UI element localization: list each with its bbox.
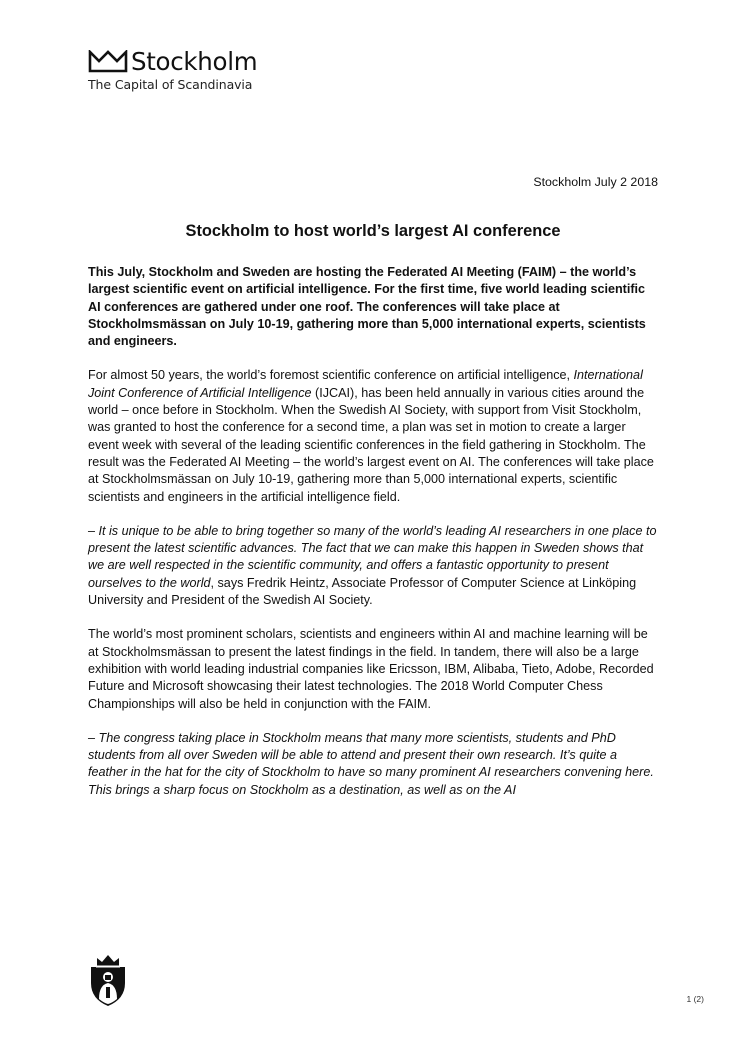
paragraph-exhibition: The world’s most prominent scholars, scientists and engineers within AI and machine learning will be at Stockholmsmässan to present the latest findings in the field. In tandem, there will also be a large exhibition with world leading industrial companies like Ericsson, IBM, Alibaba, Tieto, Adobe, Recorded Future and Microsoft showcasing their latest technologies. The 2018 World Computer Chess Championships will also be held in conjunction with the FAIM. — [88, 627, 654, 711]
logo-row — [88, 48, 257, 76]
paragraph-history — [88, 367, 658, 505]
lead-paragraph: This July, Stockholm and Sweden are hosting the Federated AI Meeting (FAIM) – the world’s largest scientific event on artificial intelligence. For the first time, five world leading scientific AI conferences are gathered under one roof. The conferences will take place at Stockholmsmässan on July 10-19, gathering more than 5,000 international experts, scientists and engineers. — [88, 265, 646, 349]
document-title: Stockholm to host world’s largest AI conference — [185, 222, 561, 240]
conference-name: International Joint Conference of Artificial Intelligence — [88, 368, 643, 400]
crown-icon — [88, 50, 128, 74]
quote-heintz-text: – It is unique to be able to bring together so many of the world’s leading AI researchers in one place to present the latest scientific advances. The fact that we can make this happen in Sweden shows that we are well respected in the scientific community, and offers a fantastic opportunity to present ourselves to the world — [88, 523, 657, 590]
logo-tagline: The Capital of Scandinavia — [88, 77, 253, 92]
city-seal-icon — [86, 953, 130, 1007]
quote-heintz-attribution: , says Fredrik Heintz, Associate Professor of Computer Science at Linköping University and President of the Swedish AI Society. — [88, 575, 637, 608]
logo-wordmark: Stockholm — [131, 47, 258, 76]
quote-congress: – The congress taking place in Stockholm means that many more scientists, students and PhD students from all over Sweden will be able to attend and present their own research. It’s quite a feather in the hat for the city of Stockholm to have so many prominent AI researchers convening here. This brings a sharp focus on Stockholm as a destination, as well as on the AI — [88, 730, 654, 797]
paragraph-history-rest: (IJCAI), has been held annually in various cities around the world – once before in Stockholm. When the Swedish AI Society, with support from Visit Stockholm, was granted to host the conference for a second time, a plan was set in motion to create a larger event week with several of the leading scientific conferences in the field gathering in Stockholm. The result was the Federated AI Meeting – the world’s largest event on AI. The conferences will take place at Stockholmsmässan on July 10-19, gathering more than 5,000 international experts, scientific scientists and engineers in the artificial intelligence field. — [88, 385, 654, 504]
document-body — [88, 264, 658, 816]
paragraph-history-intro: For almost 50 years, the world’s foremost scientific conference on artificial intelligence, — [88, 368, 574, 383]
stockholm-logo — [88, 48, 257, 92]
dateline: Stockholm July 2 2018 — [533, 175, 658, 189]
page-number: 1 (2) — [686, 994, 704, 1004]
quote-heintz — [88, 523, 658, 609]
